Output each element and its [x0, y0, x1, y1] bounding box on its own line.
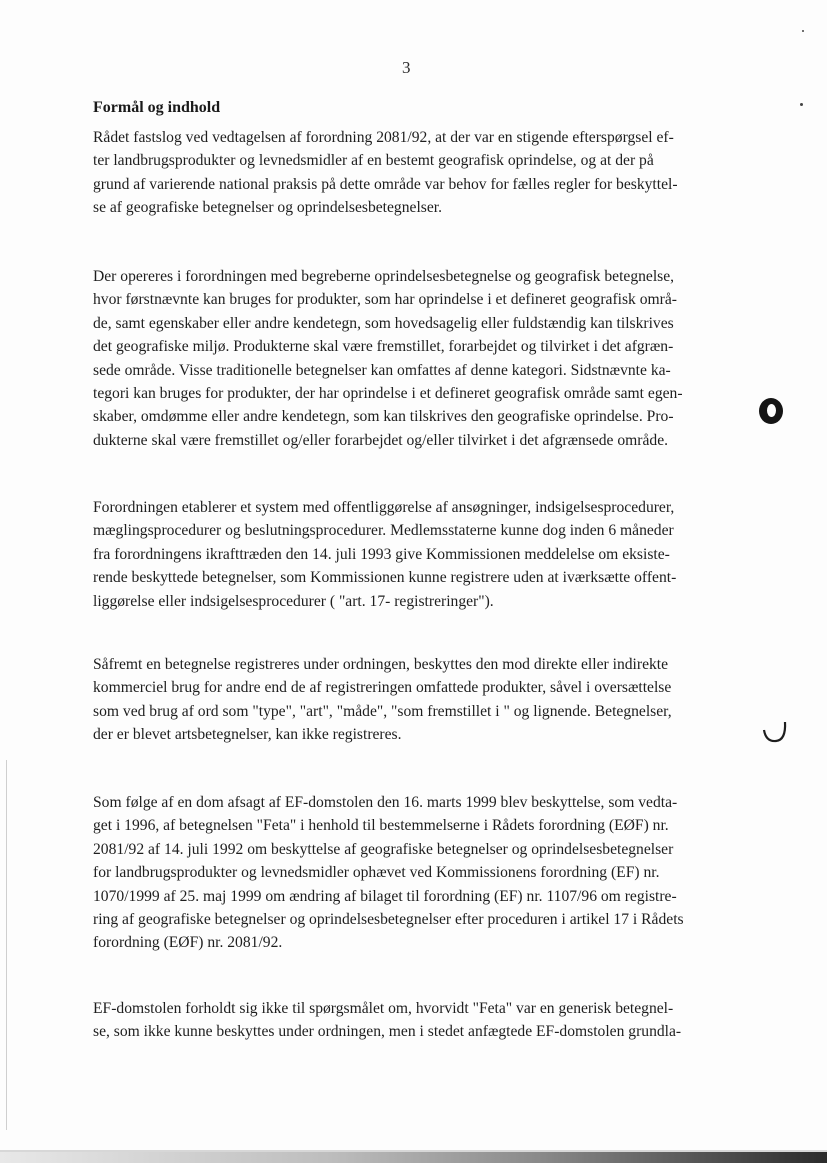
- scan-speck: [800, 103, 803, 106]
- text-line: liggørelse eller indsigelsesprocedurer ( "art. 17- registreringer").: [93, 592, 494, 610]
- text-line: kommerciel brug for andre end de af registreringen omfattede produkter, såvel i oversættelse: [93, 679, 672, 697]
- text-line: se, som ikke kunne beskyttes under ordningen, men i stedet anfægtede EF-domstolen grundla-: [93, 1023, 682, 1041]
- text-line: mæglingsprocedurer og beslutningsprocedurer. Medlemsstaterne kunne dog inden 6 måneder: [93, 522, 674, 540]
- page-number: 3: [402, 58, 411, 77]
- punch-hole-mark: [759, 398, 783, 424]
- text-line: rende beskyttede betegnelser, som Kommissionen kunne registrere uden at iværksætte offent-: [93, 569, 677, 587]
- paragraph-3: [93, 496, 733, 613]
- text-line: EF-domstolen forholdt sig ikke til spørgsmålet om, hvorvidt "Feta" var en generisk betegnel-: [93, 1000, 674, 1017]
- text-line: forordning (EØF) nr. 2081/92.: [93, 934, 283, 952]
- scan-speck: [802, 30, 804, 32]
- paragraph-6: [93, 997, 733, 1044]
- text-line: get i 1996, af betegnelsen "Feta" i henhold til bestemmelserne i Rådets forordning (EØF) nr.: [93, 817, 669, 835]
- paragraph-1: [93, 126, 733, 220]
- text-line: grund af varierende national praksis på dette område var behov for fælles regler for beskyttel-: [93, 175, 678, 193]
- section-heading: Formål og indhold: [93, 99, 221, 116]
- text-line: fra forordningens ikrafttræden den 14. juli 1993 give Kommissionen meddelelse om eksiste-: [93, 545, 670, 563]
- text-line: Rådet fastslog ved vedtagelsen af forordning 2081/92, at der var en stigende efterspørgsel ef-: [93, 129, 674, 146]
- scan-edge-mark: [6, 760, 7, 1130]
- text-line: se af geografiske betegnelser og oprindelsesbetegnelser.: [93, 199, 442, 217]
- text-line: de, samt egenskaber eller andre kendetegn, som hovedsagelig eller fuldstændig kan tilskrives: [93, 314, 674, 332]
- text-line: Såfremt en betegnelse registreres under ordningen, beskyttes den mod direkte eller indirekte: [93, 656, 669, 673]
- text-line: Forordningen etablerer et system med offentliggørelse af ansøgninger, indsigelsesprocedurer,: [93, 499, 675, 516]
- punch-hole-arc-mark: [760, 718, 788, 744]
- text-line: 1070/1999 af 25. maj 1999 om ændring af bilaget til forordning (EF) nr. 1107/96 om registre-: [93, 887, 677, 905]
- scan-bottom-band: [0, 1152, 827, 1163]
- paragraph-4: [93, 653, 733, 747]
- text-line: det geografiske miljø. Produkterne skal være fremstillet, forarbejdet og tilvirket i det afgræn-: [93, 338, 674, 356]
- text-line: ring af geografiske betegnelser og oprindelsesbetegnelser efter proceduren i artikel 17 i Rådets: [93, 911, 684, 929]
- paragraph-2: [93, 265, 733, 452]
- text-line: dukterne skal være fremstillet og/eller forarbejdet og/eller tilvirket i det afgrænsede område.: [93, 431, 669, 449]
- text-line: tegori kan bruges for produkter, der har oprindelse i et defineret geografisk område samt egen-: [93, 385, 683, 403]
- text-line: Som følge af en dom afsagt af EF-domstolen den 16. marts 1999 blev beskyttelse, som vedta-: [93, 794, 678, 811]
- text-line: der er blevet artsbetegnelser, kan ikke registreres.: [93, 726, 402, 744]
- text-line: sede område. Visse traditionelle betegnelser kan omfattes af denne kategori. Sidstnævnte ka-: [93, 361, 671, 379]
- paragraph-5: [93, 791, 733, 955]
- text-line: 2081/92 af 14. juli 1992 om beskyttelse af geografiske betegnelser og oprindelsesbetegnelser: [93, 840, 674, 858]
- text-line: som ved brug af ord som "type", "art", "måde", "som fremstillet i " og lignende. Betegnelser,: [93, 702, 672, 720]
- text-line: skaber, omdømme eller andre kendetegn, som kan tilskrives den geografiske oprindelse. Pro-: [93, 408, 674, 426]
- text-line: Der opereres i forordningen med begreberne oprindelsesbetegnelse og geografisk betegnelse,: [93, 268, 675, 285]
- text-line: hvor førstnævnte kan bruges for produkter, som har oprindelse i et defineret geografisk områ-: [93, 291, 677, 309]
- text-line: ter landbrugsprodukter og levnedsmidler af en bestemt geografisk oprindelse, og at der på: [93, 152, 654, 170]
- text-line: for landbrugsprodukter og levnedsmidler ophævet ved Kommissionens forordning (EF) nr.: [93, 864, 660, 882]
